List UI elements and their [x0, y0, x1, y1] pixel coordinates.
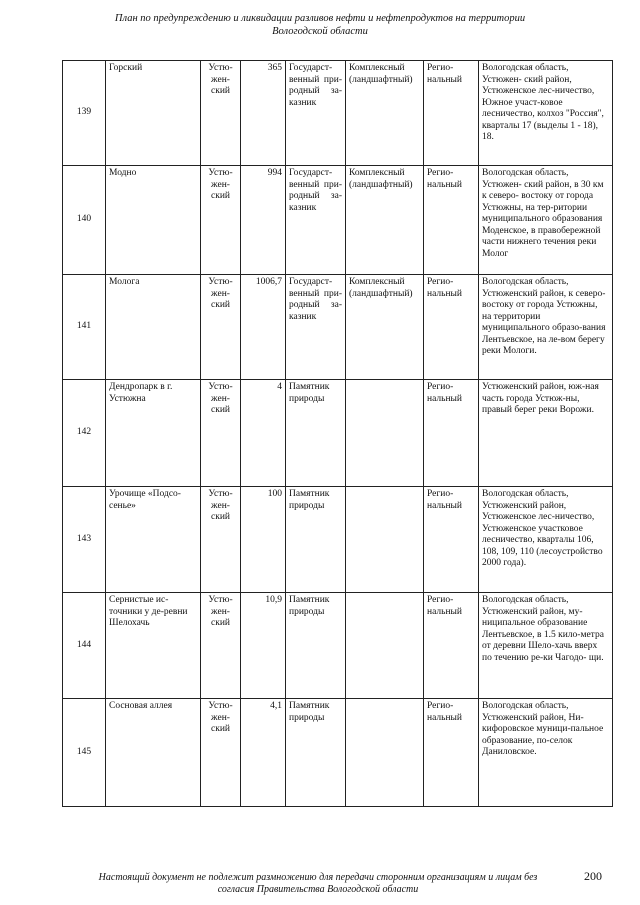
table-row	[63, 380, 613, 487]
protected-areas-table	[62, 60, 613, 807]
significance: Регио-нальный	[424, 61, 479, 166]
row-number: 141	[63, 275, 106, 380]
district: Устю-жен-ский	[201, 380, 241, 487]
area-hectares: 1006,7	[241, 275, 286, 380]
status: Памятник природы	[286, 593, 346, 699]
district: Устю-жен-ский	[201, 166, 241, 275]
row-number: 140	[63, 166, 106, 275]
significance: Регио-нальный	[424, 275, 479, 380]
row-number: 144	[63, 593, 106, 699]
profile: Комплексный (ландшафтный)	[346, 166, 424, 275]
district: Устю-жен-ский	[201, 593, 241, 699]
area-hectares: 994	[241, 166, 286, 275]
document-header	[80, 12, 560, 38]
document-footer	[88, 872, 548, 896]
row-number: 145	[63, 699, 106, 807]
area-name: Дендропарк в г. Устюжна	[106, 380, 201, 487]
location: Вологодская область, Устюженский район, к северо-востоку от города Устюжны, на территории муниципального образо-вания Лентьевское, на ле-вом берегу реки Мологи.	[479, 275, 613, 380]
location: Вологодская область, Устюженский район, Ни-кифоровское муници-пальное образование, по-селок Даниловское.	[479, 699, 613, 807]
location: Вологодская область, Устюжен- ский район, в 30 км к северо- востоку от города Устюжны, на тер-ритории муниципального образования Моденское, в правобережной части нижнего течения реки Молог	[479, 166, 613, 275]
row-number: 139	[63, 61, 106, 166]
header-line-1: План по предупреждению и ликвидации разливов нефти и нефтепродуктов на территории	[114, 13, 526, 24]
area-name: Урочище «Подсо- сенье»	[106, 487, 201, 593]
area-hectares: 4	[241, 380, 286, 487]
footer-line-2: согласия Правительства Вологодской области	[217, 884, 419, 895]
area-hectares: 10,9	[241, 593, 286, 699]
district: Устю-жен-ский	[201, 275, 241, 380]
profile	[346, 380, 424, 487]
area-name: Молога	[106, 275, 201, 380]
profile	[346, 699, 424, 807]
district: Устю-жен-ский	[201, 699, 241, 807]
table-row	[63, 593, 613, 699]
status: Государст-венный при-родный за-казник	[286, 275, 346, 380]
location: Вологодская область, Устюженский район, Устюженское лес-ничество, Устюженское участковое лесничество, кварталы 106, 108, 109, 110 (лесоустройство 2000 года).	[479, 487, 613, 593]
profile: Комплексный (ландшафтный)	[346, 275, 424, 380]
table-row	[63, 699, 613, 807]
significance: Регио-нальный	[424, 699, 479, 807]
area-name: Модно	[106, 166, 201, 275]
district: Устю-жен-ский	[201, 61, 241, 166]
significance: Регио-нальный	[424, 487, 479, 593]
location: Вологодская область, Устюженский район, му-ниципальное образование Лентьевское, в 1.5 кило-метра от деревни Шело-хачь вверх по течению ре-ки Чагодо- щи.	[479, 593, 613, 699]
status: Государст-венный при-родный за-казник	[286, 61, 346, 166]
status: Памятник природы	[286, 487, 346, 593]
area-hectares: 365	[241, 61, 286, 166]
location: Вологодская область, Устюжен- ский район, Устюженское лес-ничество, Южное участ-ковое лесничество, колхоз "Россия", кварталы 17 (выделы 1 - 18), 18.	[479, 61, 613, 166]
location: Устюженский район, юж-ная часть города Устюж-ны, правый берег реки Ворожи.	[479, 380, 613, 487]
significance: Регио-нальный	[424, 380, 479, 487]
table-row	[63, 487, 613, 593]
profile	[346, 593, 424, 699]
footer-line-1: Настоящий документ не подлежит размножению для передачи сторонним организациям и лицам без	[98, 872, 538, 883]
table-row	[63, 166, 613, 275]
significance: Регио-нальный	[424, 593, 479, 699]
area-hectares: 4,1	[241, 699, 286, 807]
page-number: 200	[584, 869, 602, 883]
profile	[346, 487, 424, 593]
profile: Комплексный (ландшафтный)	[346, 61, 424, 166]
significance: Регио-нальный	[424, 166, 479, 275]
row-number: 142	[63, 380, 106, 487]
table-row	[63, 61, 613, 166]
district: Устю-жен-ский	[201, 487, 241, 593]
row-number: 143	[63, 487, 106, 593]
status: Памятник природы	[286, 699, 346, 807]
status: Государст-венный при-родный за-казник	[286, 166, 346, 275]
area-name: Сернистые ис-точники у де-ревни Шелохачь	[106, 593, 201, 699]
area-name: Горский	[106, 61, 201, 166]
area-name: Сосновая аллея	[106, 699, 201, 807]
table-row	[63, 275, 613, 380]
area-hectares: 100	[241, 487, 286, 593]
status: Памятник природы	[286, 380, 346, 487]
header-line-2: Вологодской области	[272, 26, 368, 37]
